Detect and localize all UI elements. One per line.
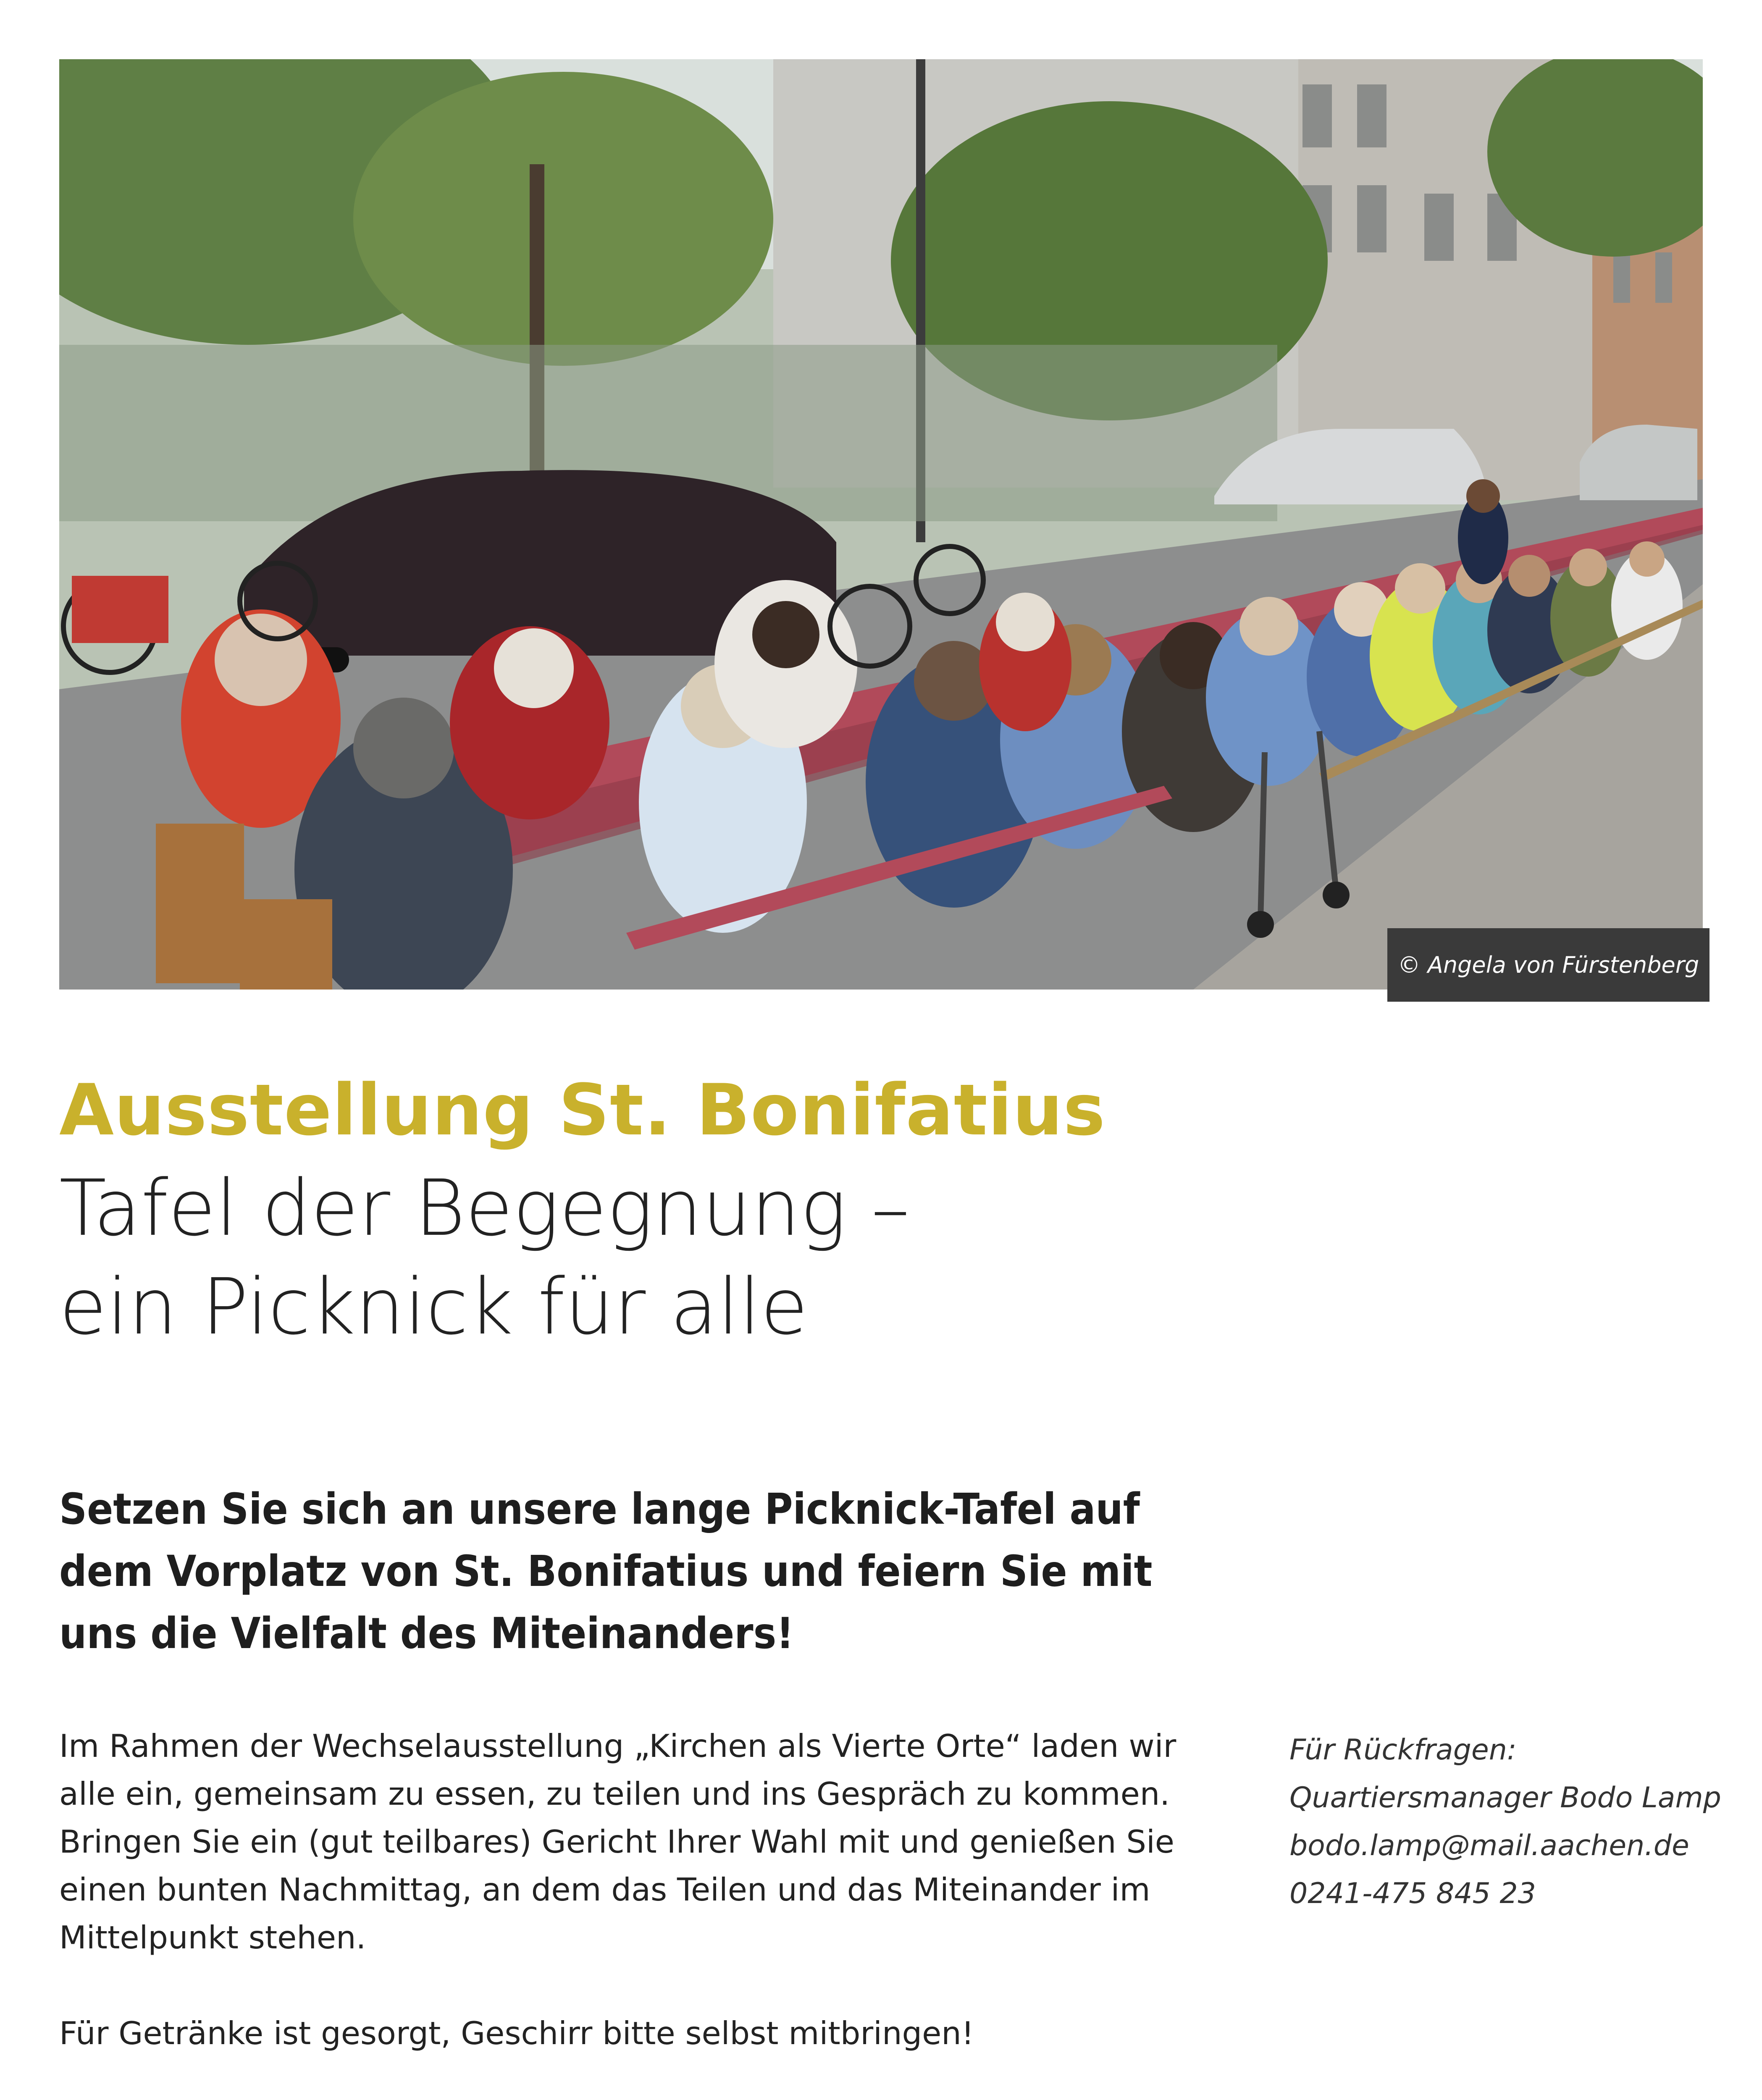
body-text [59, 1722, 1256, 2057]
event-subtitle-line-1: Tafel der Begegnung – [59, 1163, 910, 1253]
drinks-note: Für Getränke ist gesorgt, Geschirr bitte selbst mitbringen! [59, 2015, 974, 2052]
body-line: alle ein, gemeinsam zu essen, zu teilen und ins Gespräch zu kommen. [59, 1775, 1170, 1812]
lead-line: uns die Vielfalt des Miteinanders! [59, 1609, 794, 1659]
exhibition-title: Ausstellung St. Bonifatius [59, 1069, 1106, 1151]
lead-paragraph [59, 1478, 1319, 1665]
lead-line: dem Vorplatz von St. Bonifatius und feiern Sie mit [59, 1546, 1153, 1596]
contact-phone[interactable]: 0241-475 845 23 [1289, 1877, 1536, 1910]
lead-line: Setzen Sie sich an unsere lange Picknick-Tafel auf [59, 1484, 1140, 1534]
body-line: einen bunten Nachmittag, an dem das Teilen und das Miteinander im [59, 1871, 1150, 1908]
body-line: Bringen Sie ein (gut teilbares) Gericht Ihrer Wahl mit und genießen Sie [59, 1823, 1174, 1860]
body-line: Im Rahmen der Wechselausstellung „Kirchen als Vierte Orte“ laden wir [59, 1727, 1176, 1764]
body-line: Mittelpunkt stehen. [59, 1919, 366, 1956]
event-photo [59, 59, 1703, 990]
photo-credit: © Angela von Fürstenberg [1387, 928, 1709, 1002]
contact-label: Für Rückfragen: [1289, 1733, 1517, 1767]
event-subtitle-line-2: ein Picknick für alle [59, 1262, 808, 1352]
picnic-street-photo [59, 59, 1703, 990]
contact-block [1289, 1726, 1721, 1918]
paragraph-spacer [59, 1961, 1256, 2009]
contact-email[interactable]: bodo.lamp@mail.aachen.de [1289, 1829, 1689, 1862]
contact-name: Quartiersmanager Bodo Lamp [1289, 1781, 1721, 1814]
